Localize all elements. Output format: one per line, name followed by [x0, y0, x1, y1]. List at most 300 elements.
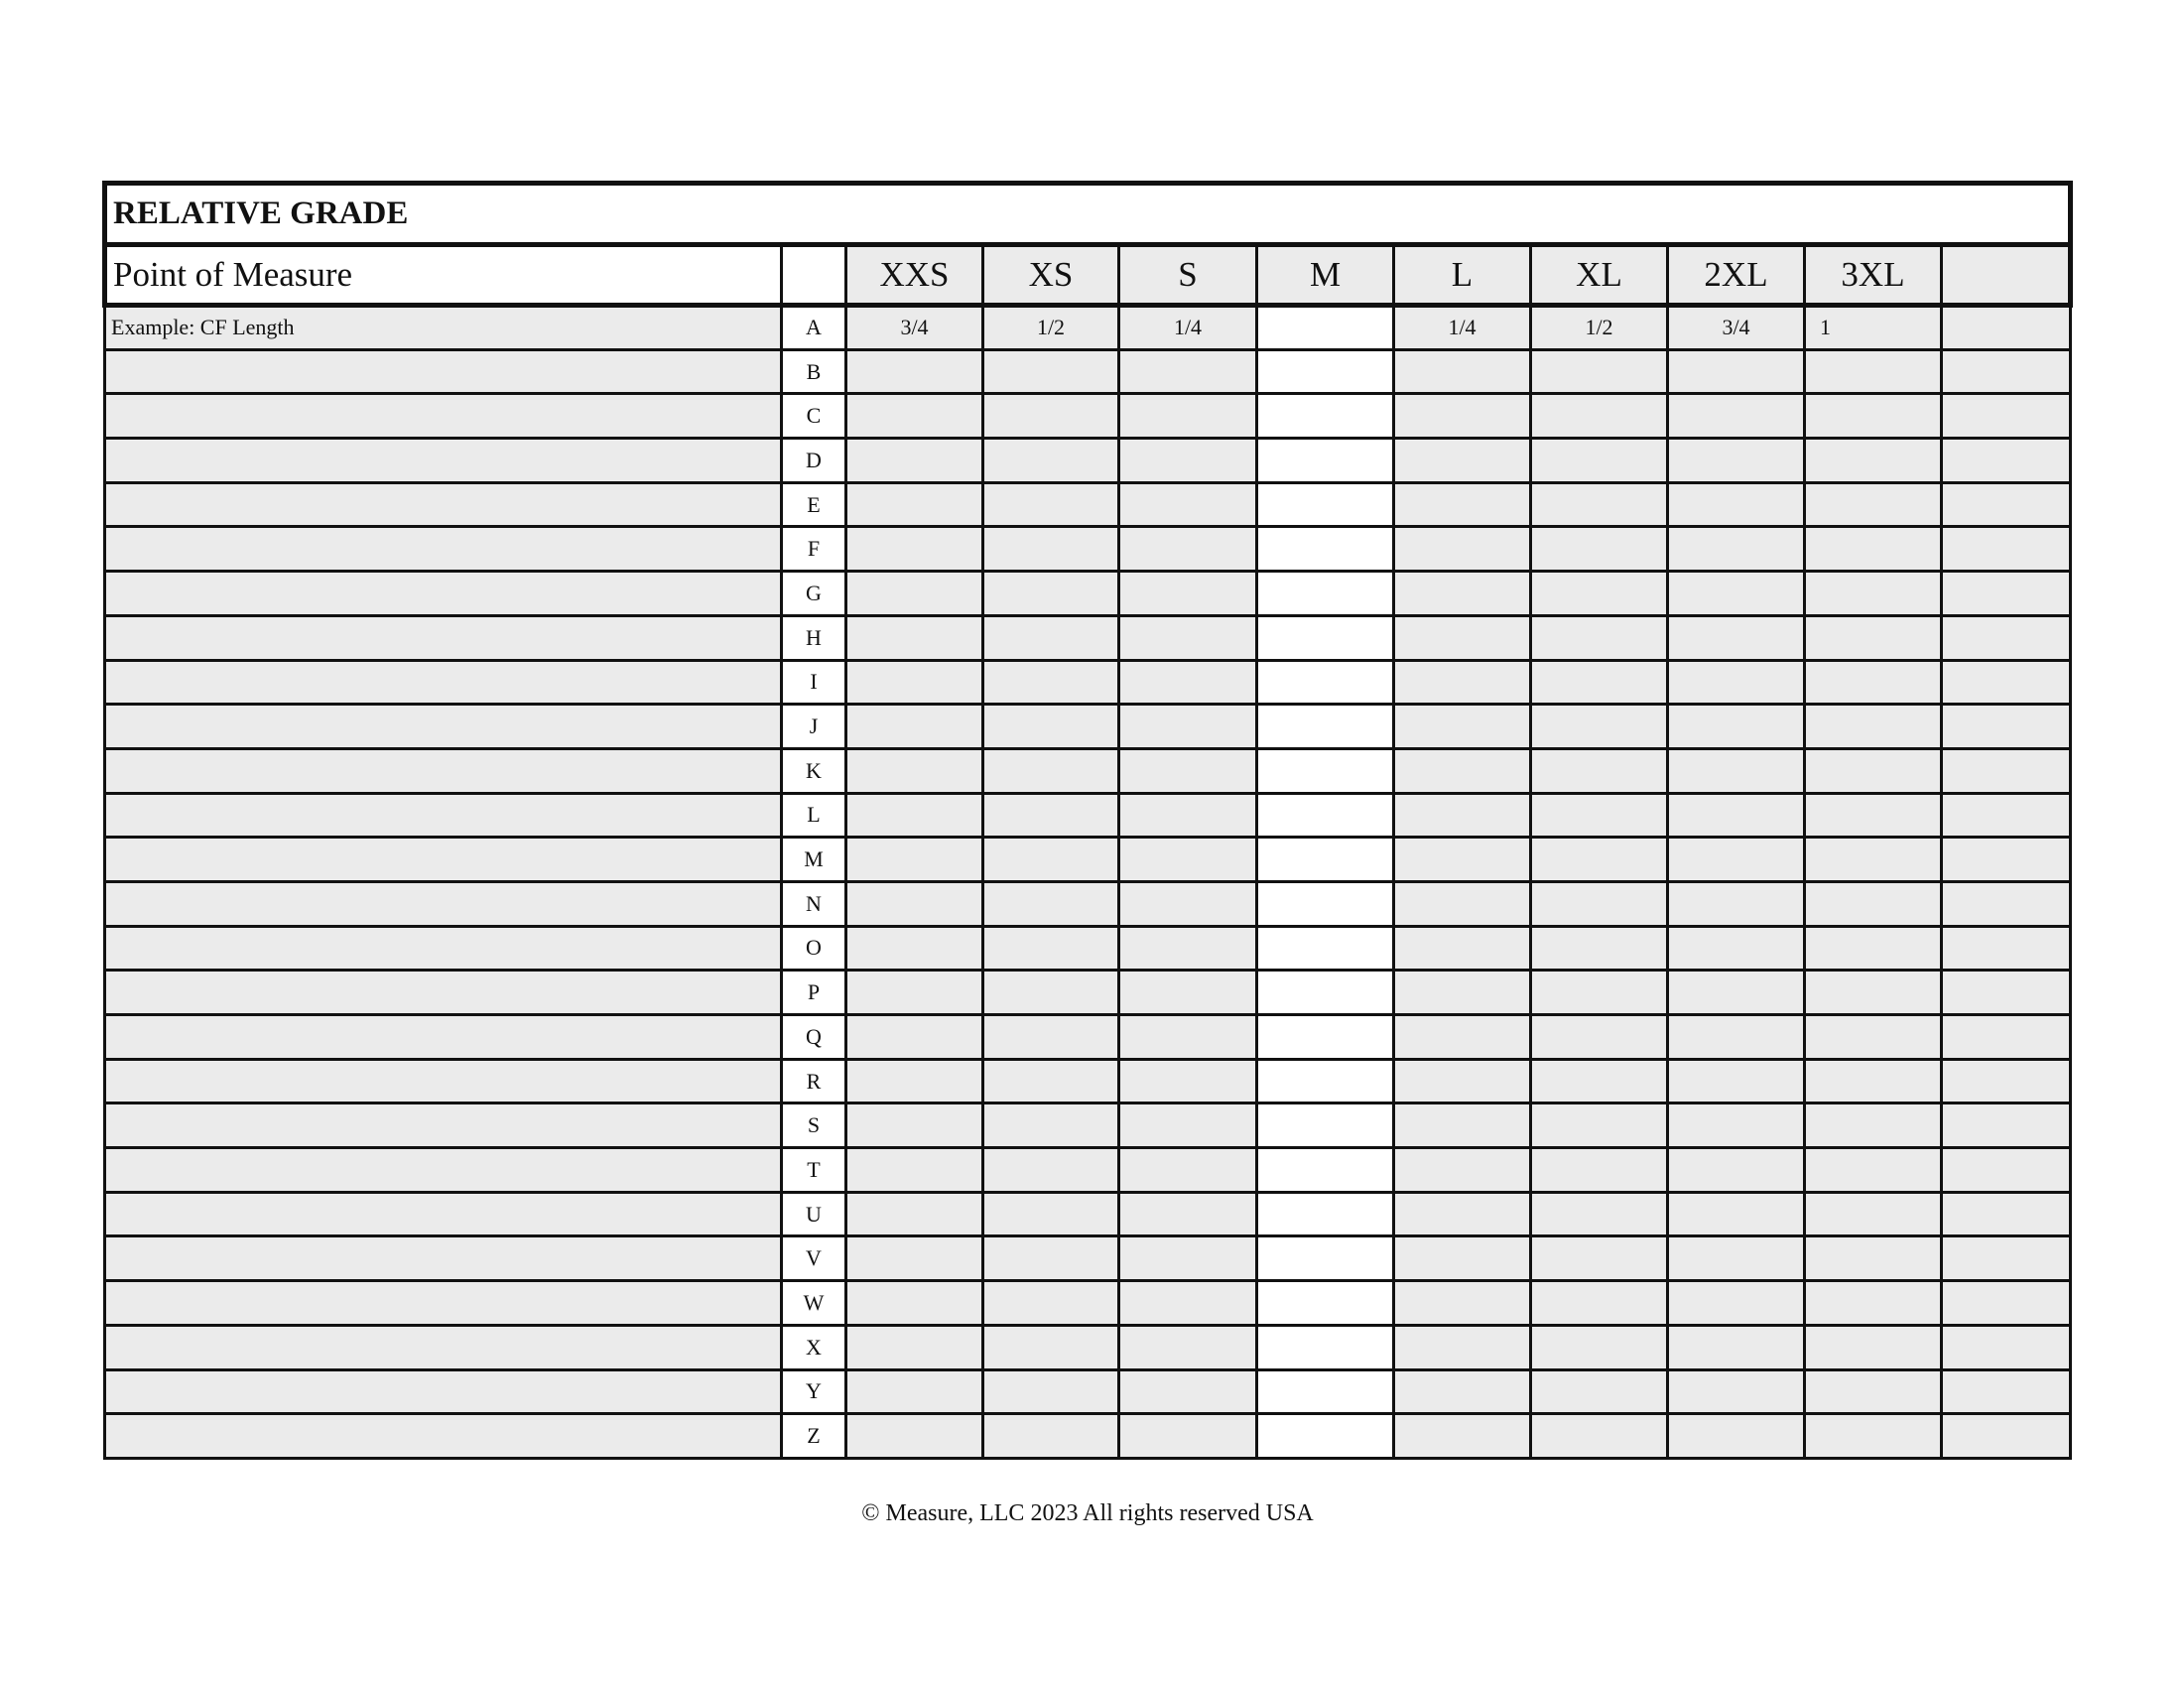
grade-cell[interactable] — [1668, 1192, 1805, 1236]
grade-cell[interactable] — [1942, 306, 2071, 350]
grade-cell[interactable] — [1668, 527, 1805, 572]
grade-cell[interactable] — [983, 527, 1119, 572]
table-row — [105, 1236, 2071, 1281]
letter-cell: A — [782, 306, 846, 350]
grade-cell[interactable] — [1668, 482, 1805, 527]
size-header: 3XL — [1805, 245, 1942, 306]
letter-cell: W — [782, 1281, 846, 1326]
grade-cell[interactable] — [1531, 793, 1668, 838]
grade-cell[interactable]: 3/4 — [1668, 306, 1805, 350]
grade-cell[interactable] — [1531, 1236, 1668, 1281]
copyright-footer — [0, 1500, 2184, 1527]
grade-cell[interactable] — [1942, 1192, 2071, 1236]
table-row — [105, 1414, 2071, 1459]
grade-cell[interactable] — [1805, 838, 1942, 882]
letter-cell: Y — [782, 1369, 846, 1414]
grade-cell[interactable] — [983, 1325, 1119, 1369]
grade-cell[interactable] — [1805, 394, 1942, 439]
grade-cell[interactable] — [983, 1148, 1119, 1193]
grade-cell[interactable] — [1942, 705, 2071, 749]
grade-cell[interactable] — [1805, 793, 1942, 838]
pom-cell[interactable] — [105, 881, 782, 926]
pom-cell[interactable] — [105, 1325, 782, 1369]
grade-cell[interactable] — [983, 838, 1119, 882]
grade-cell[interactable] — [983, 793, 1119, 838]
grade-cell[interactable] — [1257, 881, 1394, 926]
pom-cell[interactable] — [105, 615, 782, 660]
grade-cell[interactable] — [1531, 615, 1668, 660]
grade-cell[interactable] — [1119, 572, 1257, 616]
grade-cell[interactable] — [1805, 482, 1942, 527]
grade-cell[interactable] — [1394, 615, 1531, 660]
grade-cell[interactable] — [1805, 439, 1942, 483]
grade-cell[interactable] — [983, 1369, 1119, 1414]
grade-cell[interactable] — [1805, 1059, 1942, 1103]
grade-cell[interactable] — [1119, 1192, 1257, 1236]
pom-cell[interactable] — [105, 394, 782, 439]
grade-cell[interactable] — [1257, 306, 1394, 350]
grade-cell[interactable] — [1668, 1236, 1805, 1281]
grade-cell[interactable] — [1119, 439, 1257, 483]
grade-cell[interactable] — [1394, 1325, 1531, 1369]
grade-cell[interactable] — [846, 1369, 983, 1414]
grade-cell[interactable] — [1119, 394, 1257, 439]
grade-cell[interactable] — [1668, 971, 1805, 1015]
pom-cell[interactable] — [105, 1148, 782, 1193]
grade-cell[interactable] — [983, 439, 1119, 483]
grade-cell[interactable] — [1531, 1015, 1668, 1060]
letter-cell: E — [782, 482, 846, 527]
grade-cell[interactable] — [1257, 1103, 1394, 1148]
grade-cell[interactable] — [1668, 349, 1805, 394]
grade-cell[interactable] — [1942, 1148, 2071, 1193]
pom-cell[interactable] — [105, 439, 782, 483]
grade-cell[interactable] — [1668, 1015, 1805, 1060]
grade-cell[interactable] — [983, 1192, 1119, 1236]
grade-cell[interactable] — [1257, 926, 1394, 971]
grade-cell[interactable] — [1394, 1015, 1531, 1060]
grade-cell[interactable] — [1531, 1281, 1668, 1326]
grade-cell[interactable] — [1394, 349, 1531, 394]
letter-cell: X — [782, 1325, 846, 1369]
grade-cell[interactable] — [1668, 1103, 1805, 1148]
grade-cell[interactable] — [1394, 1414, 1531, 1459]
grade-cell[interactable] — [846, 971, 983, 1015]
grade-cell[interactable] — [1257, 660, 1394, 705]
grade-cell[interactable] — [1668, 660, 1805, 705]
grade-cell[interactable] — [1805, 1236, 1942, 1281]
pom-cell[interactable] — [105, 1059, 782, 1103]
grade-cell[interactable] — [1257, 1325, 1394, 1369]
grade-cell[interactable] — [1394, 793, 1531, 838]
grade-cell[interactable] — [1119, 705, 1257, 749]
table-row — [105, 926, 2071, 971]
grade-cell[interactable] — [1257, 971, 1394, 1015]
grade-cell[interactable] — [1119, 748, 1257, 793]
grade-cell[interactable] — [1394, 926, 1531, 971]
letter-cell: K — [782, 748, 846, 793]
grade-cell[interactable] — [1257, 705, 1394, 749]
grade-cell[interactable] — [983, 926, 1119, 971]
grade-cell[interactable] — [1119, 1148, 1257, 1193]
grade-cell[interactable] — [1119, 527, 1257, 572]
grade-cell[interactable] — [1257, 527, 1394, 572]
grade-cell[interactable] — [1394, 660, 1531, 705]
grade-cell[interactable] — [1257, 1236, 1394, 1281]
grade-cell[interactable] — [1257, 748, 1394, 793]
table-row — [105, 1325, 2071, 1369]
grade-cell[interactable] — [983, 1059, 1119, 1103]
grade-cell[interactable] — [1668, 926, 1805, 971]
grade-cell[interactable] — [1119, 926, 1257, 971]
grade-cell[interactable] — [1119, 1103, 1257, 1148]
grade-cell[interactable] — [1257, 1281, 1394, 1326]
grade-cell[interactable] — [1257, 1059, 1394, 1103]
grade-cell[interactable] — [1805, 705, 1942, 749]
grade-cell[interactable] — [1942, 926, 2071, 971]
grade-cell[interactable]: 3/4 — [846, 306, 983, 350]
grade-cell[interactable] — [1668, 572, 1805, 616]
grade-cell[interactable] — [1531, 705, 1668, 749]
grade-cell[interactable] — [1668, 793, 1805, 838]
grade-cell[interactable] — [1668, 1059, 1805, 1103]
grade-cell[interactable] — [1119, 793, 1257, 838]
grade-cell[interactable] — [1942, 1236, 2071, 1281]
grade-cell[interactable] — [1805, 1015, 1942, 1060]
grade-cell[interactable] — [846, 349, 983, 394]
grade-cell[interactable]: 1/4 — [1119, 306, 1257, 350]
grade-cell[interactable] — [983, 349, 1119, 394]
pom-cell[interactable] — [105, 1369, 782, 1414]
grade-cell[interactable] — [1257, 349, 1394, 394]
grade-cell[interactable] — [1531, 838, 1668, 882]
grade-cell[interactable] — [1257, 1015, 1394, 1060]
pom-cell[interactable] — [105, 660, 782, 705]
grade-cell[interactable] — [846, 793, 983, 838]
grade-cell[interactable] — [1942, 1103, 2071, 1148]
header-row — [105, 245, 2071, 306]
grade-cell[interactable] — [983, 748, 1119, 793]
grade-cell[interactable] — [1394, 572, 1531, 616]
grade-cell[interactable] — [1119, 660, 1257, 705]
grade-cell[interactable] — [846, 705, 983, 749]
grade-cell[interactable]: 1/4 — [1394, 306, 1531, 350]
grade-cell[interactable] — [1942, 482, 2071, 527]
grade-cell[interactable] — [846, 439, 983, 483]
table-row — [105, 1192, 2071, 1236]
grade-cell[interactable] — [983, 1236, 1119, 1281]
grade-cell[interactable] — [1119, 1369, 1257, 1414]
grade-cell[interactable] — [1942, 615, 2071, 660]
letter-cell: B — [782, 349, 846, 394]
grade-cell[interactable] — [1531, 394, 1668, 439]
grade-cell[interactable] — [1668, 748, 1805, 793]
pom-cell[interactable] — [105, 793, 782, 838]
grade-cell[interactable] — [1257, 615, 1394, 660]
pom-cell[interactable] — [105, 1015, 782, 1060]
grade-cell[interactable] — [1942, 1369, 2071, 1414]
grade-cell[interactable]: 1 — [1805, 306, 1942, 350]
grade-cell[interactable] — [1805, 660, 1942, 705]
table-row — [105, 1281, 2071, 1326]
grade-cell[interactable] — [1531, 1059, 1668, 1103]
grade-cell[interactable] — [1257, 394, 1394, 439]
grade-cell[interactable] — [1805, 1369, 1942, 1414]
grade-cell[interactable] — [1257, 793, 1394, 838]
grade-cell[interactable] — [1257, 572, 1394, 616]
table-row — [105, 439, 2071, 483]
grade-cell[interactable] — [1119, 615, 1257, 660]
grade-cell[interactable] — [1805, 1325, 1942, 1369]
pom-cell[interactable] — [105, 1281, 782, 1326]
size-header: 2XL — [1668, 245, 1805, 306]
pom-cell[interactable] — [105, 1192, 782, 1236]
letter-cell: S — [782, 1103, 846, 1148]
grade-cell[interactable] — [1668, 1414, 1805, 1459]
pom-cell[interactable] — [105, 1103, 782, 1148]
grade-cell[interactable] — [846, 394, 983, 439]
grade-cell[interactable] — [1531, 439, 1668, 483]
grade-cell[interactable] — [1394, 527, 1531, 572]
grade-cell[interactable] — [1394, 971, 1531, 1015]
grade-cell[interactable] — [1942, 1414, 2071, 1459]
grade-cell[interactable] — [1394, 1281, 1531, 1326]
grade-cell[interactable] — [1531, 1414, 1668, 1459]
grade-cell[interactable] — [1531, 1103, 1668, 1148]
grade-cell[interactable] — [846, 1059, 983, 1103]
grade-cell[interactable] — [1942, 349, 2071, 394]
letter-cell: Q — [782, 1015, 846, 1060]
pom-cell[interactable]: Example: CF Length — [105, 306, 782, 350]
grade-cell[interactable] — [846, 615, 983, 660]
grade-cell[interactable] — [846, 1148, 983, 1193]
grade-cell[interactable] — [1257, 1148, 1394, 1193]
grade-cell[interactable] — [1394, 1369, 1531, 1414]
grade-cell[interactable] — [1119, 482, 1257, 527]
grade-cell[interactable] — [1805, 1414, 1942, 1459]
grade-cell[interactable] — [1942, 1015, 2071, 1060]
grade-cell[interactable]: 1/2 — [1531, 306, 1668, 350]
grade-cell[interactable] — [1942, 881, 2071, 926]
letter-cell: I — [782, 660, 846, 705]
grade-cell[interactable] — [1531, 971, 1668, 1015]
grade-cell[interactable] — [1805, 1281, 1942, 1326]
grade-cell[interactable] — [1531, 881, 1668, 926]
size-header: XXS — [846, 245, 983, 306]
grade-cell[interactable] — [1394, 705, 1531, 749]
grade-cell[interactable] — [1805, 926, 1942, 971]
pom-cell[interactable] — [105, 838, 782, 882]
grade-cell[interactable] — [1394, 838, 1531, 882]
grade-cell[interactable] — [983, 1015, 1119, 1060]
grade-cell[interactable] — [846, 926, 983, 971]
grade-cell[interactable] — [1805, 1148, 1942, 1193]
grade-cell[interactable] — [1531, 660, 1668, 705]
grade-cell[interactable] — [846, 1015, 983, 1060]
grade-cell[interactable] — [1805, 881, 1942, 926]
table-row — [105, 748, 2071, 793]
grade-cell[interactable] — [1531, 1369, 1668, 1414]
grade-cell[interactable] — [1668, 1369, 1805, 1414]
grade-cell[interactable] — [1394, 881, 1531, 926]
size-header: M — [1257, 245, 1394, 306]
grade-cell[interactable] — [1942, 1281, 2071, 1326]
grade-cell[interactable] — [983, 572, 1119, 616]
grade-cell[interactable] — [1942, 660, 2071, 705]
grade-cell[interactable] — [983, 705, 1119, 749]
grade-cell[interactable] — [1119, 1325, 1257, 1369]
grade-cell[interactable] — [1805, 748, 1942, 793]
grade-cell[interactable] — [1119, 971, 1257, 1015]
grade-cell[interactable] — [1394, 1192, 1531, 1236]
grade-cell[interactable] — [1257, 1192, 1394, 1236]
pom-cell[interactable] — [105, 349, 782, 394]
grade-cell[interactable] — [1805, 1103, 1942, 1148]
table-row — [105, 1015, 2071, 1060]
grade-cell[interactable] — [983, 482, 1119, 527]
grade-cell[interactable] — [983, 615, 1119, 660]
grade-cell[interactable] — [1119, 1015, 1257, 1060]
grade-cell[interactable] — [1805, 971, 1942, 1015]
grade-cell[interactable] — [1119, 838, 1257, 882]
grade-cell[interactable] — [846, 838, 983, 882]
grade-cell[interactable] — [846, 1281, 983, 1326]
grade-cell[interactable] — [846, 1103, 983, 1148]
grade-cell[interactable] — [1531, 572, 1668, 616]
pom-cell[interactable] — [105, 1236, 782, 1281]
grade-cell[interactable] — [1119, 1281, 1257, 1326]
grade-cell[interactable] — [846, 1414, 983, 1459]
grade-cell[interactable] — [1805, 527, 1942, 572]
table-row — [105, 705, 2071, 749]
letter-cell: U — [782, 1192, 846, 1236]
grade-cell[interactable] — [1531, 1148, 1668, 1193]
grade-cell[interactable] — [1531, 482, 1668, 527]
grade-cell[interactable] — [1942, 394, 2071, 439]
grade-cell[interactable] — [1257, 482, 1394, 527]
grade-cell[interactable] — [983, 394, 1119, 439]
pom-cell[interactable] — [105, 971, 782, 1015]
table-row — [105, 349, 2071, 394]
grade-cell[interactable] — [1942, 971, 2071, 1015]
grade-cell[interactable] — [1668, 705, 1805, 749]
grade-cell[interactable] — [846, 482, 983, 527]
table-row — [105, 1059, 2071, 1103]
grade-cell[interactable] — [1119, 349, 1257, 394]
grade-cell[interactable] — [1942, 572, 2071, 616]
grade-cell[interactable] — [846, 1325, 983, 1369]
table-row — [105, 482, 2071, 527]
grade-cell[interactable] — [1394, 1059, 1531, 1103]
grade-cell[interactable]: 1/2 — [983, 306, 1119, 350]
grade-cell[interactable] — [846, 1192, 983, 1236]
grade-cell[interactable] — [846, 881, 983, 926]
grade-cell[interactable] — [1668, 615, 1805, 660]
grade-cell[interactable] — [1942, 1059, 2071, 1103]
grade-cell[interactable] — [1805, 572, 1942, 616]
grade-cell[interactable] — [1942, 527, 2071, 572]
grade-cell[interactable] — [1394, 482, 1531, 527]
grade-cell[interactable] — [846, 572, 983, 616]
grade-cell[interactable] — [1668, 1148, 1805, 1193]
grade-cell[interactable] — [983, 660, 1119, 705]
grade-cell[interactable] — [1257, 838, 1394, 882]
grade-cell[interactable] — [1394, 1236, 1531, 1281]
grade-cell[interactable] — [1531, 1192, 1668, 1236]
grade-cell[interactable] — [1942, 439, 2071, 483]
grade-cell[interactable] — [983, 971, 1119, 1015]
pom-cell[interactable] — [105, 482, 782, 527]
grade-cell[interactable] — [1531, 527, 1668, 572]
grade-cell[interactable] — [1257, 1414, 1394, 1459]
grade-cell[interactable] — [1805, 1192, 1942, 1236]
grade-cell[interactable] — [1394, 439, 1531, 483]
grade-cell[interactable] — [1942, 793, 2071, 838]
grade-cell[interactable] — [983, 1281, 1119, 1326]
letter-cell: M — [782, 838, 846, 882]
letter-cell: T — [782, 1148, 846, 1193]
grade-cell[interactable] — [983, 1414, 1119, 1459]
letter-cell: N — [782, 881, 846, 926]
grade-cell[interactable] — [1394, 1148, 1531, 1193]
grade-cell[interactable] — [1531, 926, 1668, 971]
pom-cell[interactable] — [105, 926, 782, 971]
grade-cell[interactable] — [1668, 1325, 1805, 1369]
grade-cell[interactable] — [1119, 1059, 1257, 1103]
grade-cell[interactable] — [1394, 394, 1531, 439]
grade-cell[interactable] — [1668, 1281, 1805, 1326]
grade-cell[interactable] — [1119, 881, 1257, 926]
letter-cell: L — [782, 793, 846, 838]
grade-cell[interactable] — [1531, 349, 1668, 394]
grade-cell[interactable] — [1942, 748, 2071, 793]
pom-cell[interactable] — [105, 527, 782, 572]
letter-cell: J — [782, 705, 846, 749]
pom-cell[interactable] — [105, 748, 782, 793]
grade-cell[interactable] — [1805, 349, 1942, 394]
grade-cell[interactable] — [1942, 1325, 2071, 1369]
letter-cell: D — [782, 439, 846, 483]
grade-cell[interactable] — [1531, 1325, 1668, 1369]
grade-cell[interactable] — [846, 1236, 983, 1281]
grade-cell[interactable] — [983, 881, 1119, 926]
grade-cell[interactable] — [846, 527, 983, 572]
title-row — [105, 184, 2071, 245]
grade-cell[interactable] — [1119, 1414, 1257, 1459]
grade-cell[interactable] — [1119, 1236, 1257, 1281]
grade-cell[interactable] — [846, 660, 983, 705]
pom-cell[interactable] — [105, 1414, 782, 1459]
size-header: XL — [1531, 245, 1668, 306]
grade-cell[interactable] — [1668, 394, 1805, 439]
table-title: RELATIVE GRADE — [105, 184, 2071, 245]
grade-cell[interactable] — [983, 1103, 1119, 1148]
grade-cell[interactable] — [1668, 439, 1805, 483]
grade-cell[interactable] — [1668, 838, 1805, 882]
pom-cell[interactable] — [105, 572, 782, 616]
pom-cell[interactable] — [105, 705, 782, 749]
grade-cell[interactable] — [846, 748, 983, 793]
grade-cell[interactable] — [1531, 748, 1668, 793]
grade-cell[interactable] — [1257, 1369, 1394, 1414]
grade-cell[interactable] — [1394, 748, 1531, 793]
grade-cell[interactable] — [1394, 1103, 1531, 1148]
grade-cell[interactable] — [1805, 615, 1942, 660]
grade-cell[interactable] — [1668, 881, 1805, 926]
grade-cell[interactable] — [1257, 439, 1394, 483]
grade-cell[interactable] — [1942, 838, 2071, 882]
table-row — [105, 881, 2071, 926]
